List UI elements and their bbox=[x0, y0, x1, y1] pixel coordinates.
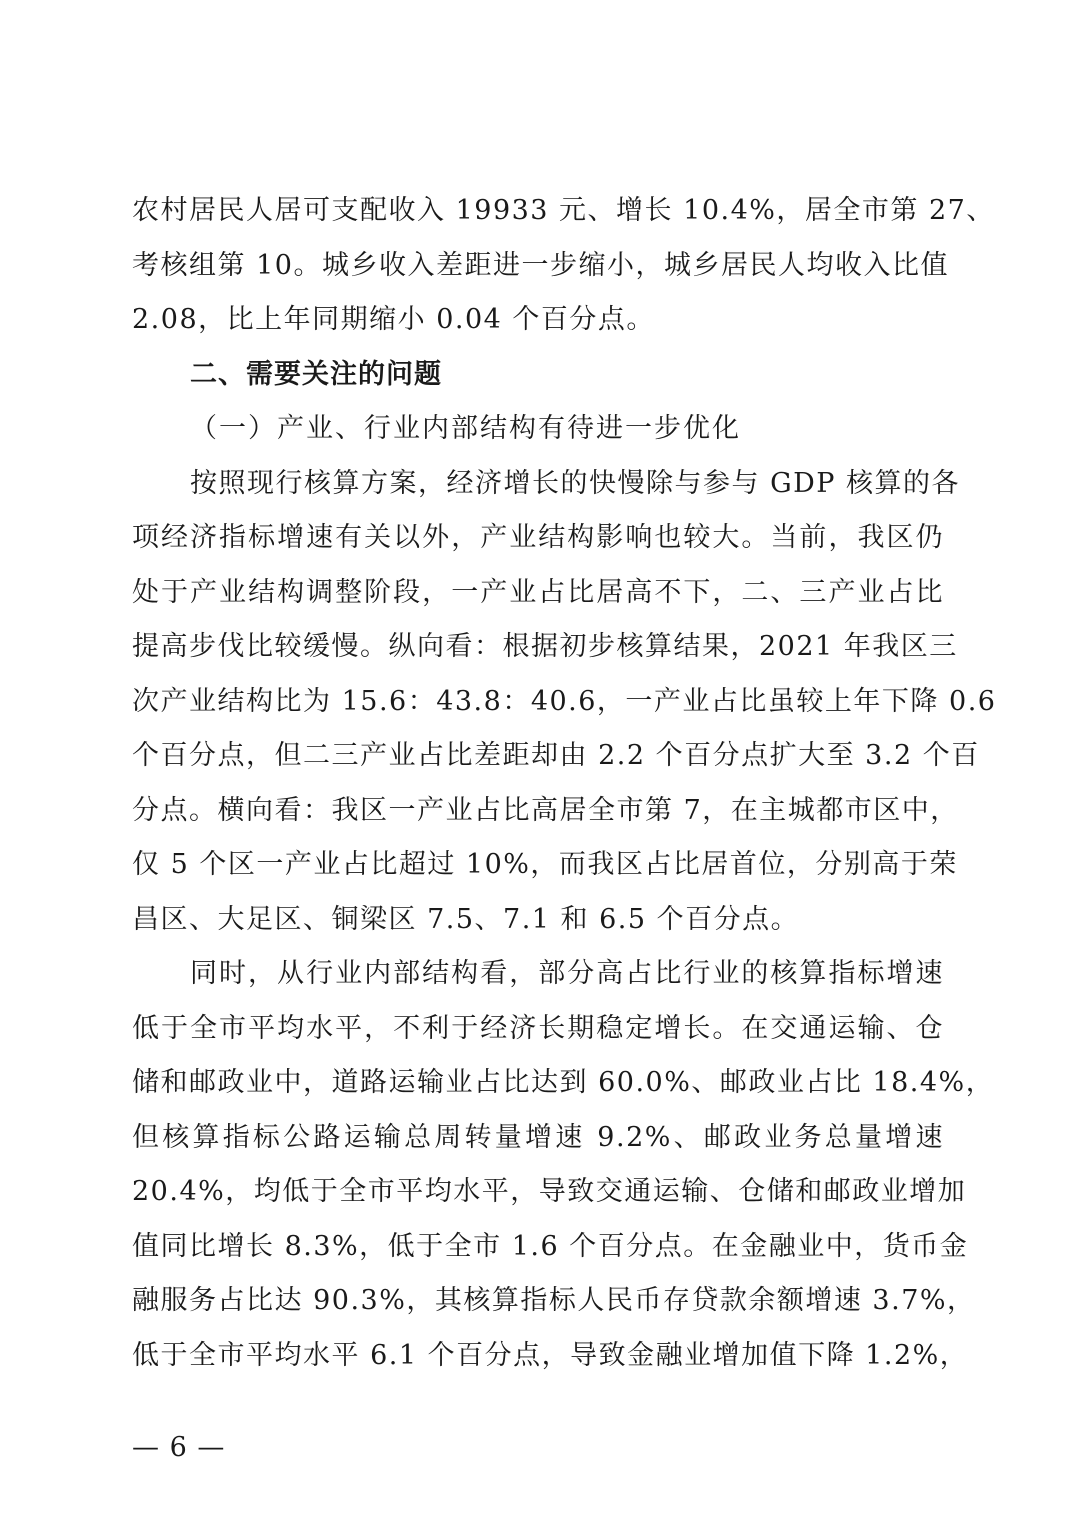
text-line: 次产业结构比为 15.6：43.8：40.6，一产业占比虽较上年下降 0.6 bbox=[132, 685, 997, 717]
paragraph-rural-income bbox=[132, 184, 995, 348]
section-heading: 二、需要关注的问题 bbox=[190, 358, 442, 390]
text-line: 低于全市平均水平，不利于经济长期稳定增长。在交通运输、仓 bbox=[132, 1012, 944, 1044]
text-line: 仅 5 个区一产业占比超过 10%，而我区占比居首位，分别高于荣 bbox=[132, 849, 958, 880]
text-line: 2.08，比上年同期缩小 0.04 个百分点。 bbox=[132, 304, 655, 335]
text-line: 昌区、大足区、铜梁区 7.5、7.1 和 6.5 个百分点。 bbox=[132, 903, 800, 935]
text-line: 农村居民人居可支配收入 19933 元、增长 10.4%，居全市第 27、 bbox=[132, 195, 995, 226]
subsection-heading: （一）产业、行业内部结构有待进一步优化 bbox=[190, 413, 741, 444]
page-number: — 6 — bbox=[132, 1432, 226, 1463]
text-line: 个百分点，但二三产业占比差距却由 2.2 个百分点扩大至 3.2 个百 bbox=[132, 740, 980, 771]
text-line: 低于全市平均水平 6.1 个百分点，导致金融业增加值下降 1.2%， bbox=[132, 1339, 969, 1371]
text-line: 分点。横向看：我区一产业占比高居全市第 7，在主城都市区中， bbox=[132, 794, 959, 826]
text-line: 但核算指标公路运输总周转量增速 9.2%、邮政业务总量增速 bbox=[132, 1121, 944, 1153]
text-line: 储和邮政业中，道路运输业占比达到 60.0%、邮政业占比 18.4%， bbox=[132, 1067, 995, 1098]
text-line: 处于产业结构调整阶段，一产业占比居高不下，二、三产业占比 bbox=[132, 576, 944, 608]
text-line: 项经济指标增速有关以外，产业结构影响也较大。当前，我区仍 bbox=[132, 522, 944, 553]
text-line: 20.4%，均低于全市平均水平，导致交通运输、仓储和邮政业增加 bbox=[132, 1176, 967, 1207]
paragraph-sector-structure bbox=[132, 947, 995, 1383]
text-line: 融服务占比达 90.3%，其核算指标人民币存贷款余额增速 3.7%， bbox=[132, 1285, 976, 1316]
text-line: 提高步伐比较缓慢。纵向看：根据初步核算结果，2021 年我区三 bbox=[132, 631, 958, 662]
text-line: 按照现行核算方案，经济增长的快慢除与参与 GDP 核算的各 bbox=[190, 467, 961, 499]
paragraph-industry-structure bbox=[132, 457, 997, 948]
document-body bbox=[132, 184, 997, 1383]
text-line: 同时，从行业内部结构看，部分高占比行业的核算指标增速 bbox=[190, 958, 944, 989]
text-line: 值同比增长 8.3%，低于全市 1.6 个百分点。在金融业中，货币金 bbox=[132, 1230, 969, 1262]
text-line: 考核组第 10。城乡收入差距进一步缩小，城乡居民人均收入比值 bbox=[132, 249, 949, 281]
